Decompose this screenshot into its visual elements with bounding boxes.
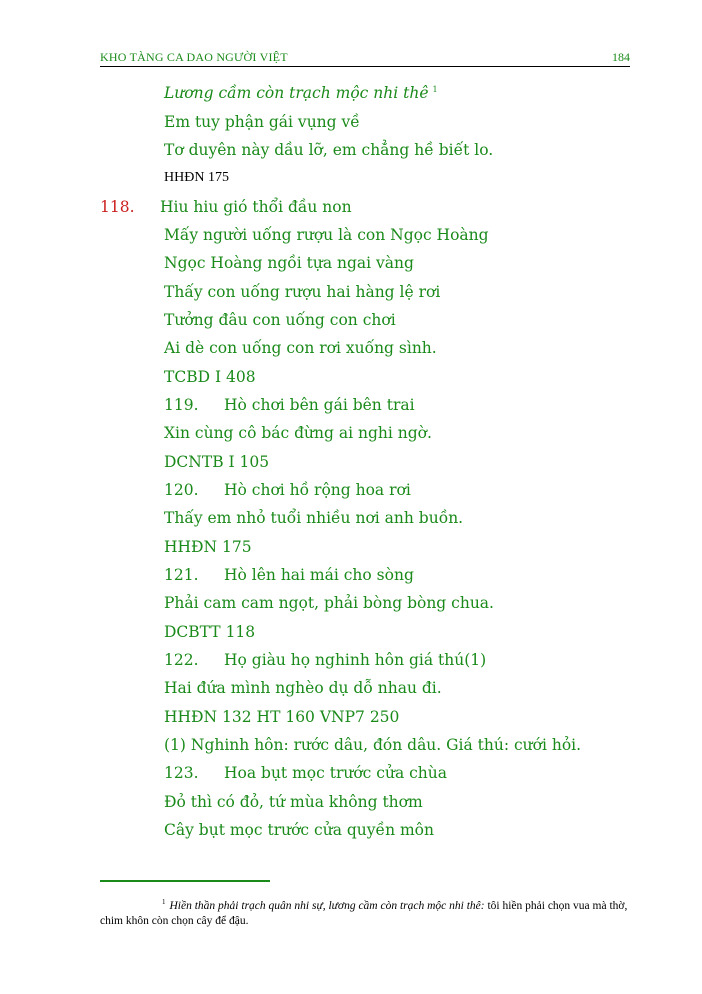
verse-line: Lương cầm còn trạch mộc nhi thê $^1$	[164, 84, 438, 102]
verse-line: Ngọc Hoàng ngồi tựa ngai vàng	[164, 254, 414, 272]
verse-entry-118: 118. Hiu hiu gió thổi đầu non	[100, 198, 352, 216]
verse-line: Xin cùng cô bác đừng ai nghi ngờ.	[164, 424, 432, 442]
entry-number: 122.	[164, 651, 199, 669]
verse-line: Thấy con uống rượu hai hàng lệ rơi	[164, 283, 441, 301]
verse-line: Tơ duyên này dầu lỡ, em chẳng hề biết lo.	[164, 141, 494, 159]
source-ref: HHĐN 175	[164, 538, 252, 556]
book-title: KHO TÀNG CA DAO NGƯỜI VIỆT	[100, 50, 288, 64]
verse-entry-119: 119. Hò chơi bên gái bên trai	[164, 396, 415, 414]
verse-line: Hai đứa mình nghèo dụ dỗ nhau đi.	[164, 679, 442, 697]
verse-line: Thấy em nhỏ tuổi nhiều nơi anh buồn.	[164, 509, 464, 527]
footnote-number: 1	[162, 898, 166, 906]
header-rule	[100, 66, 630, 67]
verse-line: Mấy người uống rượu là con Ngọc Hoàng	[164, 226, 489, 244]
verse-line: Tưởng đâu con uống con chơi	[164, 311, 396, 329]
entry-number: 118.	[100, 198, 135, 216]
verse-line: Ai dè con uống con rơi xuống sình.	[164, 339, 437, 357]
footnote-rule	[100, 880, 270, 882]
page-number: 184	[612, 50, 630, 64]
entry-number: 123.	[164, 764, 199, 782]
verse-line: Em tuy phận gái vụng về	[164, 113, 360, 131]
verse-entry-120: 120. Hò chơi hồ rộng hoa rơi	[164, 481, 411, 499]
entry-number: 119.	[164, 396, 199, 414]
source-ref: HHĐN 132 HT 160 VNP7 250	[164, 708, 400, 726]
verse-entry-122: 122. Họ giàu họ nghinh hôn giá thú(1)	[164, 651, 487, 669]
footnote-marker: 1	[432, 84, 438, 94]
verse-line: Phải cam cam ngọt, phải bòng bòng chua.	[164, 594, 494, 612]
footnote	[100, 895, 637, 929]
verse-entry-121: 121. Hò lên hai mái cho sòng	[164, 566, 414, 584]
source-ref: HHĐN 175	[164, 170, 229, 185]
entry-number: 121.	[164, 566, 199, 584]
verse-entry-123: 123. Hoa bụt mọc trước cửa chùa	[164, 764, 447, 782]
source-ref: DCNTB I 105	[164, 453, 270, 471]
source-ref: TCBD I 408	[164, 368, 256, 386]
verse-line: Cây bụt mọc trước cửa quyền môn	[164, 821, 434, 839]
entry-number: 120.	[164, 481, 199, 499]
footnote-quote: Hiền thần phải trạch quân nhi sự, lương cầm còn trạch mộc nhi thê:	[169, 899, 485, 912]
verse-line: Đỏ thì có đỏ, tứ mùa không thơm	[164, 793, 423, 811]
source-ref: DCBTT 118	[164, 623, 256, 641]
footnote-explanation: tôi hiền phải chọn vua mà thờ, chim khôn còn chọn cây để đậu.	[100, 899, 628, 927]
inline-note: (1) Nghinh hôn: rước dâu, đón dâu. Giá thú: cưới hỏi.	[164, 736, 582, 754]
